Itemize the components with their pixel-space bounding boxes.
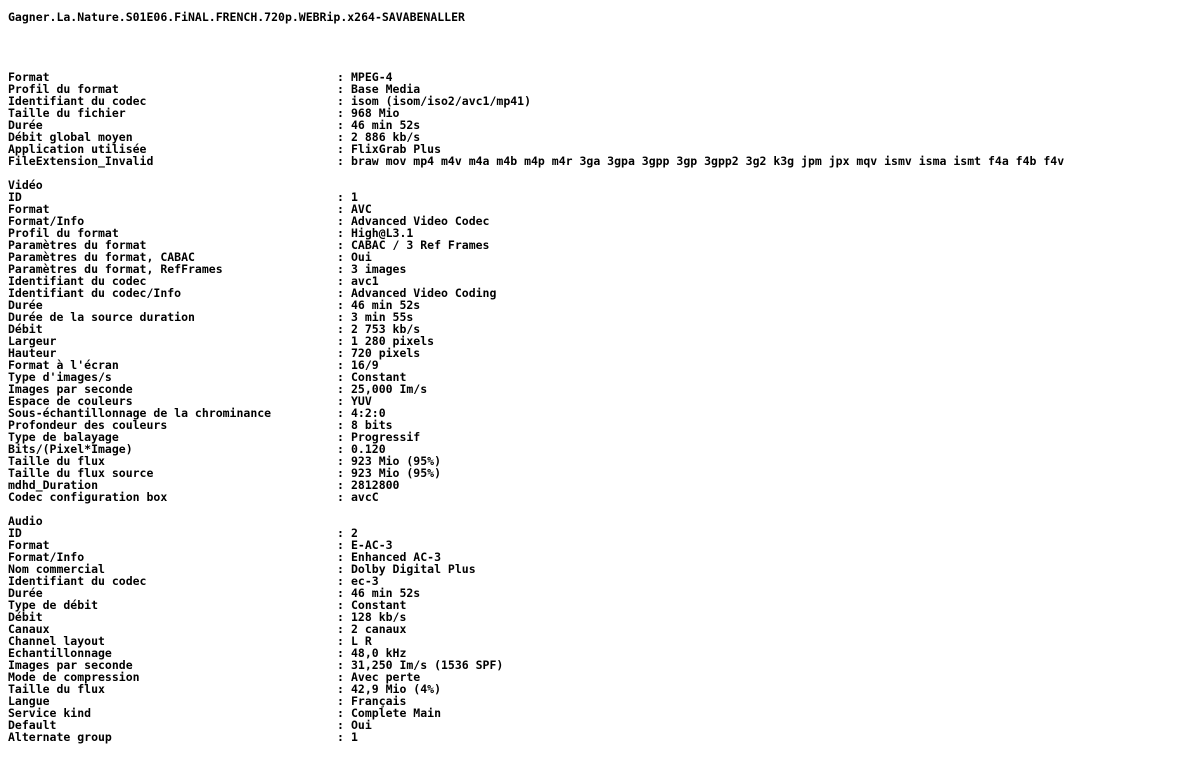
video-info-row: [8, 467, 1184, 479]
field-separator: :: [337, 394, 344, 408]
field-label: Durée: [8, 298, 43, 312]
field-value: 2 canaux: [351, 622, 407, 636]
field-separator: :: [337, 634, 344, 648]
field-separator: :: [337, 382, 344, 396]
field-label: Identifiant du codec: [8, 274, 147, 288]
field-value: Constant: [351, 598, 407, 612]
video-heading: Vidéo: [8, 178, 43, 192]
field-label: Codec configuration box: [8, 490, 168, 504]
field-value: 42,9 Mio (4%): [351, 682, 442, 696]
field-value: 2 753 kb/s: [351, 322, 421, 336]
general-info-row: [8, 131, 1184, 143]
field-value: Base Media: [351, 82, 421, 96]
audio-info-row: [8, 623, 1184, 635]
field-value: 46 min 52s: [351, 586, 421, 600]
field-value: 1 280 pixels: [351, 334, 435, 348]
audio-info-row: [8, 719, 1184, 731]
file-title: Gagner.La.Nature.S01E06.FiNAL.FRENCH.720p.WEBRip.x264-SAVABENALLER: [8, 10, 465, 24]
field-label: Débit global moyen: [8, 130, 133, 144]
field-separator: :: [337, 226, 344, 240]
field-label: Identifiant du codec: [8, 574, 147, 588]
field-value: Français: [351, 694, 407, 708]
field-value: avc1: [351, 274, 379, 288]
field-separator: :: [337, 82, 344, 96]
field-separator: :: [337, 310, 344, 324]
field-separator: :: [337, 250, 344, 264]
field-label: Echantillonnage: [8, 646, 112, 660]
field-value: ec-3: [351, 574, 379, 588]
field-label: mdhd_Duration: [8, 478, 99, 492]
field-label: Paramètres du format, CABAC: [8, 250, 195, 264]
video-rows: [8, 191, 1184, 503]
video-info-row: [8, 455, 1184, 467]
field-value: 1: [351, 190, 358, 204]
field-separator: :: [337, 586, 344, 600]
field-value: E-AC-3: [351, 538, 393, 552]
field-value: Enhanced AC-3: [351, 550, 442, 564]
general-info-row: [8, 95, 1184, 107]
audio-info-row: [8, 551, 1184, 563]
field-value: CABAC / 3 Ref Frames: [351, 238, 490, 252]
field-separator: :: [337, 418, 344, 432]
video-info-row: [8, 371, 1184, 383]
video-info-row: [8, 479, 1184, 491]
field-label: Channel layout: [8, 634, 105, 648]
field-value: 25,000 Im/s: [351, 382, 428, 396]
field-label: Canaux: [8, 622, 50, 636]
field-separator: :: [337, 538, 344, 552]
video-info-row: [8, 419, 1184, 431]
field-separator: :: [337, 430, 344, 444]
field-label: Profil du format: [8, 82, 119, 96]
field-label: Largeur: [8, 334, 57, 348]
video-info-row: [8, 359, 1184, 371]
field-value: Avec perte: [351, 670, 421, 684]
video-info-row: [8, 311, 1184, 323]
field-value: L R: [351, 634, 372, 648]
field-separator: :: [337, 574, 344, 588]
field-value: 16/9: [351, 358, 379, 372]
field-separator: :: [337, 682, 344, 696]
field-label: Images par seconde: [8, 658, 133, 672]
field-label: Taille du flux: [8, 682, 105, 696]
field-separator: :: [337, 670, 344, 684]
field-separator: :: [337, 190, 344, 204]
field-separator: :: [337, 214, 344, 228]
field-value: YUV: [351, 394, 372, 408]
field-separator: :: [337, 706, 344, 720]
field-separator: :: [337, 286, 344, 300]
general-rows: [8, 71, 1184, 167]
audio-info-row: [8, 599, 1184, 611]
field-separator: :: [337, 106, 344, 120]
field-value: 46 min 52s: [351, 118, 421, 132]
field-value: Oui: [351, 250, 372, 264]
field-separator: :: [337, 610, 344, 624]
field-label: Format: [8, 70, 50, 84]
field-value: Oui: [351, 718, 372, 732]
video-info-row: [8, 347, 1184, 359]
audio-info-row: [8, 563, 1184, 575]
field-value: 8 bits: [351, 418, 393, 432]
field-label: Identifiant du codec/Info: [8, 286, 182, 300]
field-label: Default: [8, 718, 57, 732]
audio-info-row: [8, 707, 1184, 719]
field-value: AVC: [351, 202, 372, 216]
field-separator: :: [337, 70, 344, 84]
field-separator: :: [337, 154, 344, 168]
audio-info-row: [8, 731, 1184, 743]
field-value: 923 Mio (95%): [351, 454, 442, 468]
field-value: Progressif: [351, 430, 421, 444]
field-value: Advanced Video Codec: [351, 214, 490, 228]
field-separator: :: [337, 142, 344, 156]
field-label: ID: [8, 526, 22, 540]
field-label: Sous-échantillonnage de la chrominance: [8, 406, 272, 420]
video-info-row: [8, 335, 1184, 347]
field-separator: :: [337, 490, 344, 504]
field-label: FileExtension_Invalid: [8, 154, 154, 168]
field-label: Taille du flux: [8, 454, 105, 468]
field-separator: :: [337, 478, 344, 492]
audio-info-row: [8, 647, 1184, 659]
field-separator: :: [337, 202, 344, 216]
video-info-row: [8, 215, 1184, 227]
field-separator: :: [337, 622, 344, 636]
field-label: Durée: [8, 118, 43, 132]
video-info-row: [8, 491, 1184, 503]
field-label: Débit: [8, 322, 43, 336]
video-info-row: [8, 323, 1184, 335]
field-value: High@L3.1: [351, 226, 414, 240]
audio-info-row: [8, 611, 1184, 623]
field-label: Format/Info: [8, 214, 85, 228]
field-value: 2 886 kb/s: [351, 130, 421, 144]
field-separator: :: [337, 730, 344, 744]
field-value: 1: [351, 730, 358, 744]
video-info-row: [8, 383, 1184, 395]
field-label: Application utilisée: [8, 142, 147, 156]
audio-info-row: [8, 539, 1184, 551]
field-separator: :: [337, 262, 344, 276]
field-label: Images par seconde: [8, 382, 133, 396]
field-label: Débit: [8, 610, 43, 624]
video-info-row: [8, 203, 1184, 215]
field-value: 3 images: [351, 262, 407, 276]
field-separator: :: [337, 322, 344, 336]
field-separator: :: [337, 94, 344, 108]
field-value: 31,250 Im/s (1536 SPF): [351, 658, 504, 672]
field-value: isom (isom/iso2/avc1/mp41): [351, 94, 532, 108]
video-info-row: [8, 431, 1184, 443]
audio-info-row: [8, 587, 1184, 599]
audio-info-row: [8, 695, 1184, 707]
field-label: Type de débit: [8, 598, 99, 612]
field-value: 0.120: [351, 442, 386, 456]
field-value: FlixGrab Plus: [351, 142, 442, 156]
field-value: MPEG-4: [351, 70, 393, 84]
field-separator: :: [337, 646, 344, 660]
field-value: Advanced Video Coding: [351, 286, 497, 300]
audio-info-row: [8, 635, 1184, 647]
field-label: Paramètres du format, RefFrames: [8, 262, 223, 276]
field-value: 2812800: [351, 478, 400, 492]
field-label: Format à l'écran: [8, 358, 119, 372]
field-label: Durée de la source duration: [8, 310, 195, 324]
field-value: 128 kb/s: [351, 610, 407, 624]
field-value: 2: [351, 526, 358, 540]
field-label: Service kind: [8, 706, 92, 720]
field-label: Alternate group: [8, 730, 112, 744]
field-label: Type de balayage: [8, 430, 119, 444]
field-value: 46 min 52s: [351, 298, 421, 312]
field-separator: :: [337, 658, 344, 672]
field-value: Dolby Digital Plus: [351, 562, 476, 576]
field-value: 48,0 kHz: [351, 646, 407, 660]
field-separator: :: [337, 694, 344, 708]
field-separator: :: [337, 454, 344, 468]
field-value: 968 Mio: [351, 106, 400, 120]
field-separator: :: [337, 370, 344, 384]
audio-info-row: [8, 575, 1184, 587]
audio-info-row: [8, 527, 1184, 539]
field-label: Format/Info: [8, 550, 85, 564]
field-label: Paramètres du format: [8, 238, 147, 252]
field-label: Langue: [8, 694, 50, 708]
audio-info-row: [8, 659, 1184, 671]
field-separator: :: [337, 562, 344, 576]
field-separator: :: [337, 718, 344, 732]
field-separator: :: [337, 118, 344, 132]
video-info-row: [8, 275, 1184, 287]
field-separator: :: [337, 130, 344, 144]
field-value: 720 pixels: [351, 346, 421, 360]
video-info-row: [8, 263, 1184, 275]
field-label: ID: [8, 190, 22, 204]
field-separator: :: [337, 526, 344, 540]
video-info-row: [8, 443, 1184, 455]
video-info-row: [8, 287, 1184, 299]
audio-info-row: [8, 683, 1184, 695]
audio-rows: [8, 527, 1184, 743]
field-label: Nom commercial: [8, 562, 105, 576]
video-section: [8, 179, 1184, 503]
field-label: Hauteur: [8, 346, 57, 360]
field-label: Identifiant du codec: [8, 94, 147, 108]
field-label: Type d'images/s: [8, 370, 112, 384]
field-separator: :: [337, 358, 344, 372]
video-info-row: [8, 191, 1184, 203]
general-info-row: [8, 119, 1184, 131]
field-separator: :: [337, 298, 344, 312]
field-value: 923 Mio (95%): [351, 466, 442, 480]
field-value: 4:2:0: [351, 406, 386, 420]
general-info-row: [8, 107, 1184, 119]
field-value: Constant: [351, 370, 407, 384]
field-label: Mode de compression: [8, 670, 140, 684]
field-separator: :: [337, 550, 344, 564]
audio-heading: Audio: [8, 514, 43, 528]
general-section: [8, 71, 1184, 167]
field-value: 3 min 55s: [351, 310, 414, 324]
field-label: Durée: [8, 586, 43, 600]
field-value: avcC: [351, 490, 379, 504]
field-label: Espace de couleurs: [8, 394, 133, 408]
field-separator: :: [337, 334, 344, 348]
field-label: Bits/(Pixel*Image): [8, 442, 133, 456]
field-separator: :: [337, 346, 344, 360]
field-separator: :: [337, 442, 344, 456]
field-value: Complete Main: [351, 706, 442, 720]
field-label: Format: [8, 538, 50, 552]
field-label: Taille du flux source: [8, 466, 154, 480]
video-info-row: [8, 407, 1184, 419]
field-label: Profondeur des couleurs: [8, 418, 168, 432]
field-value: braw mov mp4 m4v m4a m4b m4p m4r 3ga 3gpa 3gpp 3gp 3gpp2 3g2 k3g jpm jpx mqv ismv isma ismt f4a f4b f4v: [351, 154, 1065, 168]
audio-section: [8, 515, 1184, 743]
field-label: Profil du format: [8, 226, 119, 240]
general-info-row: [8, 71, 1184, 83]
audio-info-row: [8, 671, 1184, 683]
video-info-row: [8, 227, 1184, 239]
field-separator: :: [337, 406, 344, 420]
field-label: Taille du fichier: [8, 106, 126, 120]
general-info-row: [8, 155, 1184, 167]
general-info-row: [8, 83, 1184, 95]
field-label: Format: [8, 202, 50, 216]
field-separator: :: [337, 274, 344, 288]
field-separator: :: [337, 466, 344, 480]
field-separator: :: [337, 598, 344, 612]
field-separator: :: [337, 238, 344, 252]
